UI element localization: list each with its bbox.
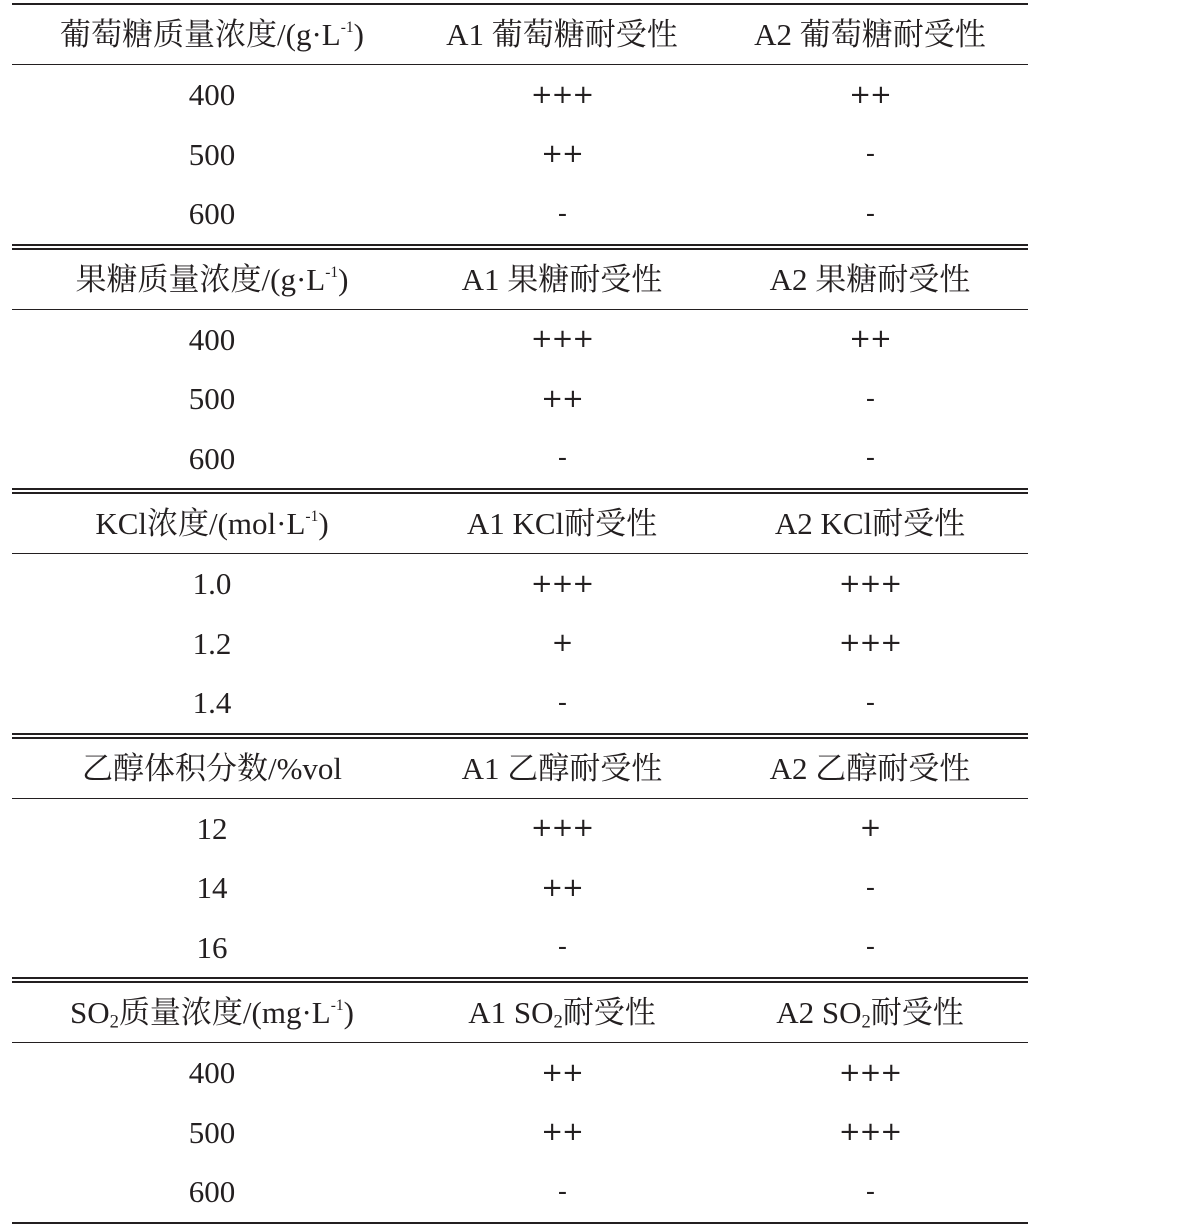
header-subscript: 2 [109, 1011, 119, 1033]
tolerance-cell: + [859, 813, 881, 844]
concentration-cell: 500 [188, 381, 236, 417]
concentration-cell: 600 [12, 1162, 412, 1223]
header-superscript: -1 [305, 507, 319, 525]
tolerance-cell: - [712, 1162, 1028, 1223]
column-header [412, 491, 712, 554]
table-row [12, 614, 1028, 674]
table-row [12, 309, 1028, 369]
section-header-row [12, 980, 1028, 1043]
header-text-tail: ) [353, 17, 364, 52]
tolerance-table [12, 3, 1028, 1224]
header-superscript: -1 [325, 263, 339, 281]
table-row [12, 1103, 1028, 1163]
header-text-tail: 质量浓度/(mg·L [118, 995, 331, 1030]
tolerance-cell: ++ [541, 1117, 583, 1148]
tolerance-cell: +++ [838, 1057, 902, 1088]
tolerance-cell: +++ [530, 568, 594, 599]
table-row [12, 918, 1028, 981]
column-header [12, 4, 412, 65]
header-text-tail: 耐受性 [870, 995, 964, 1030]
tolerance-cell: +++ [530, 79, 594, 110]
header-text: A2 KCl耐受性 [774, 506, 966, 541]
concentration-cell: 16 [196, 929, 228, 965]
tolerance-cell: - [865, 687, 875, 718]
header-text: A1 果糖耐受性 [461, 261, 663, 297]
header-text: A1 葡萄糖耐受性 [446, 17, 678, 52]
table-row [12, 673, 1028, 736]
header-text: A1 KCl耐受性 [466, 506, 658, 541]
tolerance-cell: ++ [541, 383, 583, 414]
table-row [12, 1043, 1028, 1103]
table-row [12, 369, 1028, 429]
column-header [712, 736, 1028, 799]
tolerance-cell: - [865, 932, 875, 963]
table-row [12, 1162, 1028, 1223]
table-row [12, 554, 1028, 614]
header-text: KCl浓度/(mol·L [95, 506, 306, 541]
section-header-row [12, 4, 1028, 65]
table-row [12, 65, 1028, 125]
column-header [412, 4, 712, 65]
concentration-cell: 1.2 [192, 625, 232, 661]
concentration-cell: 1.4 [192, 685, 232, 721]
header-text: A2 乙醇耐受性 [769, 750, 971, 786]
tolerance-cell: ++ [849, 79, 891, 110]
concentration-cell: 12 [196, 810, 228, 846]
header-text: 果糖质量浓度/(g·L [75, 261, 326, 297]
tolerance-cell: - [412, 1162, 712, 1223]
concentration-cell: 1.0 [192, 566, 232, 602]
header-text: A2 SO [776, 995, 862, 1030]
header-subscript: 2 [553, 1011, 563, 1033]
table-row [12, 429, 1028, 492]
column-header [12, 491, 412, 554]
column-header [12, 736, 412, 799]
table-row [12, 798, 1028, 858]
tolerance-cell: ++ [541, 872, 583, 903]
header-text-tail: 耐受性 [562, 995, 656, 1030]
header-subscript: 2 [861, 1011, 871, 1033]
concentration-cell: 400 [188, 321, 236, 357]
tolerance-cell: +++ [530, 813, 594, 844]
tolerance-table-body [12, 4, 1028, 1223]
concentration-cell: 500 [188, 1114, 236, 1150]
header-text: A1 SO [468, 995, 554, 1030]
tolerance-cell: - [865, 443, 875, 474]
column-header [712, 4, 1028, 65]
tolerance-cell: + [551, 628, 573, 659]
section-header-row [12, 491, 1028, 554]
tolerance-cell: +++ [838, 1117, 902, 1148]
concentration-cell: 400 [188, 77, 236, 113]
header-text-tail: ) [338, 261, 349, 297]
header-text: 葡萄糖质量浓度/(g·L [60, 17, 341, 52]
column-header [712, 980, 1028, 1043]
tolerance-cell: - [557, 443, 567, 474]
tolerance-cell: ++ [849, 324, 891, 355]
tolerance-cell: - [865, 198, 875, 229]
column-header [712, 491, 1028, 554]
column-header [12, 247, 412, 310]
concentration-cell: 14 [196, 870, 228, 906]
concentration-cell: 500 [188, 136, 236, 172]
header-text: SO [70, 995, 110, 1030]
header-text-tail: ) [343, 995, 354, 1030]
tolerance-cell: - [557, 198, 567, 229]
table-row [12, 125, 1028, 185]
tolerance-cell: ++ [541, 1057, 583, 1088]
tolerance-cell: ++ [541, 139, 583, 170]
column-header [412, 980, 712, 1043]
tolerance-cell: - [865, 872, 875, 903]
tolerance-cell: +++ [838, 568, 902, 599]
tolerance-cell: +++ [530, 324, 594, 355]
column-header [412, 247, 712, 310]
header-text: 乙醇体积分数/%vol [81, 750, 343, 786]
header-text: A2 果糖耐受性 [769, 261, 971, 297]
column-header [712, 247, 1028, 310]
column-header [12, 980, 412, 1043]
section-header-row [12, 736, 1028, 799]
tolerance-cell: - [865, 139, 875, 170]
header-superscript: -1 [340, 18, 354, 36]
concentration-cell: 600 [188, 196, 236, 232]
header-text-tail: ) [318, 506, 329, 541]
table-row [12, 858, 1028, 918]
section-header-row [12, 247, 1028, 310]
concentration-cell: 400 [188, 1055, 236, 1091]
header-superscript: -1 [330, 996, 344, 1014]
tolerance-cell: - [557, 687, 567, 718]
tolerance-cell: - [865, 383, 875, 414]
header-text: A1 乙醇耐受性 [461, 750, 663, 786]
column-header [412, 736, 712, 799]
table-row [12, 184, 1028, 247]
concentration-cell: 600 [188, 440, 236, 476]
header-text: A2 葡萄糖耐受性 [754, 17, 986, 52]
tolerance-cell: - [557, 932, 567, 963]
tolerance-cell: +++ [838, 628, 902, 659]
